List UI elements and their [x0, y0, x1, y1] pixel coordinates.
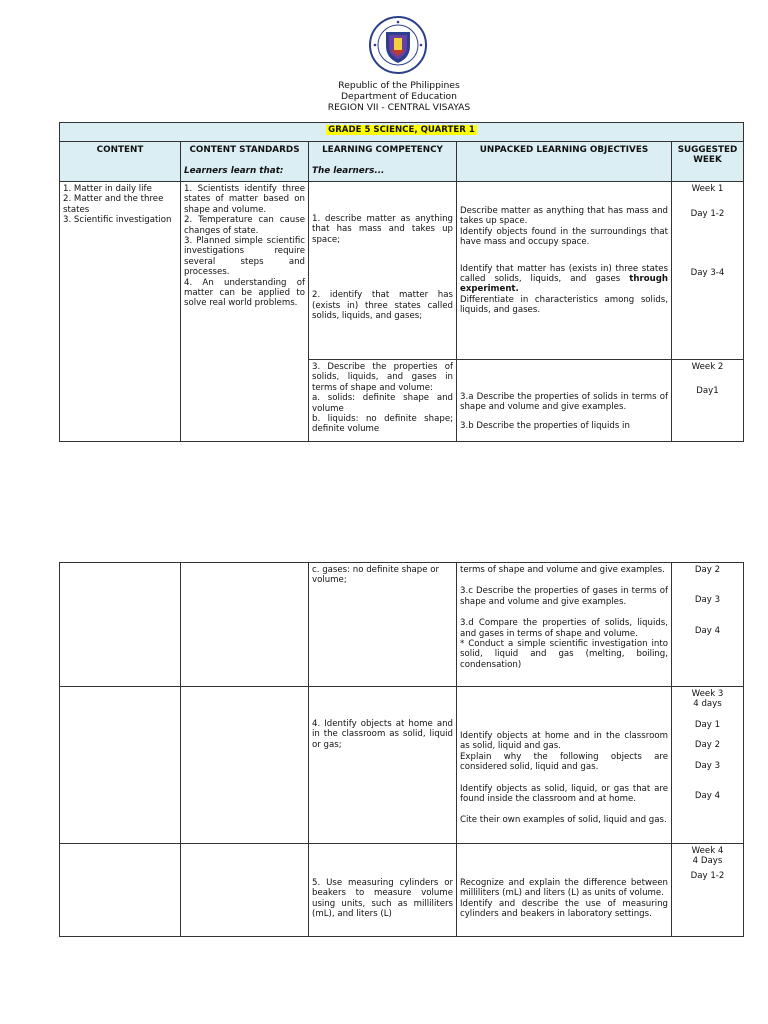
objectives-cell [457, 563, 672, 687]
competency-item: 2. identify that matter has (exists in) three states called solids, liquids, and gases; [312, 290, 453, 322]
objective-item: Identify objects at home and in the classroom as solid, liquid and gas. [460, 731, 668, 752]
content-item: 3. Scientific investigation [63, 215, 172, 226]
week-days-label: 4 days [693, 699, 722, 710]
standard-item: 2. Temperature can cause changes of state. [184, 215, 305, 236]
curriculum-table-page1 [59, 122, 744, 442]
standard-item: 4. An understanding of matter can be applied to solve real world problems. [184, 277, 305, 309]
competency-cell [309, 844, 457, 937]
competency-item: c. gases: no definite shape or volume; [312, 565, 440, 586]
content-item: 1. Matter in daily life [63, 184, 152, 194]
header-republic: Republic of the Philippines [338, 80, 460, 91]
objective-item: 3.a Describe the properties of solids in terms of shape and volume and give examples. [460, 392, 668, 413]
standards-cell [181, 182, 309, 442]
objective-item: Explain why the following objects are considered solid, liquid and gas. [460, 751, 668, 773]
week-cell [672, 360, 744, 442]
objective-item: Cite their own examples of solid, liquid and gas. [460, 815, 667, 826]
standards-cell [181, 687, 309, 844]
objectives-cell [457, 360, 672, 442]
column-header-content: CONTENT [60, 142, 181, 182]
column-header-standards: CONTENT STANDARDS Learners learn that: [181, 142, 309, 182]
day-label: Day 2 [694, 565, 721, 575]
week-label: Week 4 [691, 846, 724, 856]
objective-item: Identify objects as solid, liquid, or gas that are found inside the classroom and at home. [460, 783, 668, 805]
competency-item: a. solids: definite shape and volume [312, 393, 453, 414]
week-label: Week 1 [691, 184, 724, 194]
header-region: REGION VII - CENTRAL VISAYAS [327, 102, 471, 113]
header-department: Department of Education [340, 91, 458, 102]
column-header-week: SUGGESTED WEEK [672, 142, 744, 182]
day-label: Day 3-4 [690, 267, 725, 278]
standard-item: 3. Planned simple scientific investigations require several steps and processes. [184, 236, 305, 278]
table-title: GRADE 5 SCIENCE, QUARTER 1 [328, 125, 475, 135]
content-item: 2. Matter and the three states [63, 194, 164, 215]
content-cell [60, 844, 181, 937]
document-header [0, 80, 768, 113]
week-cell [672, 844, 744, 937]
content-cell [60, 687, 181, 844]
day-label: Day 4 [694, 791, 721, 802]
objective-item: Describe matter as anything that has mass and takes up space. [460, 206, 668, 227]
table-row [60, 563, 744, 687]
day-label: Day 2 [694, 740, 721, 751]
day-label: Day 4 [694, 625, 721, 636]
table-row [60, 844, 744, 937]
week-days-label: 4 Days [692, 856, 723, 867]
objective-item: 3.d Compare the properties of solids, liquids, and gases in terms of shape and volume. [460, 618, 668, 639]
column-header-objectives: UNPACKED LEARNING OBJECTIVES [457, 142, 672, 182]
objective-item: Identify and describe the use of measuring cylinders and beakers in laboratory settings. [460, 898, 668, 920]
day-label: Day 1-2 [690, 870, 725, 881]
week-label: Week 2 [691, 362, 724, 372]
day-label: Day 1 [694, 719, 721, 730]
day-label: Day1 [696, 386, 719, 397]
competency-cell [309, 182, 457, 360]
week-cell [672, 563, 744, 687]
table-title-cell [60, 123, 744, 142]
competency-cell [309, 360, 457, 442]
content-cell [60, 563, 181, 687]
curriculum-table-page2 [59, 562, 744, 937]
objective-item: Recognize and explain the difference between milliliters (mL) and liters (L) as units of volume. [460, 878, 668, 899]
objective-item: terms of shape and volume and give examples. [460, 565, 665, 575]
objectives-cell [457, 182, 672, 360]
objectives-cell [457, 844, 672, 937]
standards-subheader: Learners learn that: [184, 166, 284, 177]
competency-cell [309, 687, 457, 844]
table-row [60, 687, 744, 844]
day-label: Day 3 [694, 595, 721, 606]
objective-item: Differentiate in characteristics among solids, liquids, and gases. [460, 294, 668, 316]
column-header-competency: LEARNING COMPETENCY The learners... [309, 142, 457, 182]
week-cell [672, 182, 744, 360]
competency-item: 4. Identify objects at home and in the classroom as solid, liquid or gas; [312, 719, 453, 750]
competency-subheader: The learners... [312, 166, 385, 177]
content-cell [60, 182, 181, 442]
objective-item: Identify that matter has (exists in) three states called solids, liquids, and gases through experiment. [460, 263, 668, 295]
week-cell [672, 687, 744, 844]
day-label: Day 1-2 [690, 209, 725, 220]
objective-item: 3.b Describe the properties of liquids in [460, 420, 630, 431]
competency-item: 5. Use measuring cylinders or beakers to measure volume using units, such as milliliters (mL), and liters (L) [312, 878, 453, 920]
objective-item: 3.c Describe the properties of gases in terms of shape and volume and give examples. [460, 586, 668, 607]
objectives-cell [457, 687, 672, 844]
competency-item: b. liquids: no definite shape; definite volume [312, 414, 453, 435]
objective-item: * Conduct a simple scientific investigation into solid, liquid and gas (melting, boiling, condensation) [460, 639, 668, 670]
competency-item: 1. describe matter as anything that has mass and takes up space; [312, 214, 453, 245]
week-label: Week 3 [691, 689, 724, 699]
competency-cell [309, 563, 457, 687]
standards-cell [181, 844, 309, 937]
day-label: Day 3 [694, 760, 721, 771]
objective-item: Identify objects found in the surroundings that have mass and occupy space. [460, 226, 668, 248]
standard-item: 1. Scientists identify three states of matter based on shape and volume. [184, 184, 305, 215]
standards-cell [181, 563, 309, 687]
deped-seal-logo [369, 16, 427, 74]
table-row [60, 182, 744, 360]
competency-item: 3. Describe the properties of solids, liquids, and gases in terms of shape and volume: [312, 362, 453, 393]
